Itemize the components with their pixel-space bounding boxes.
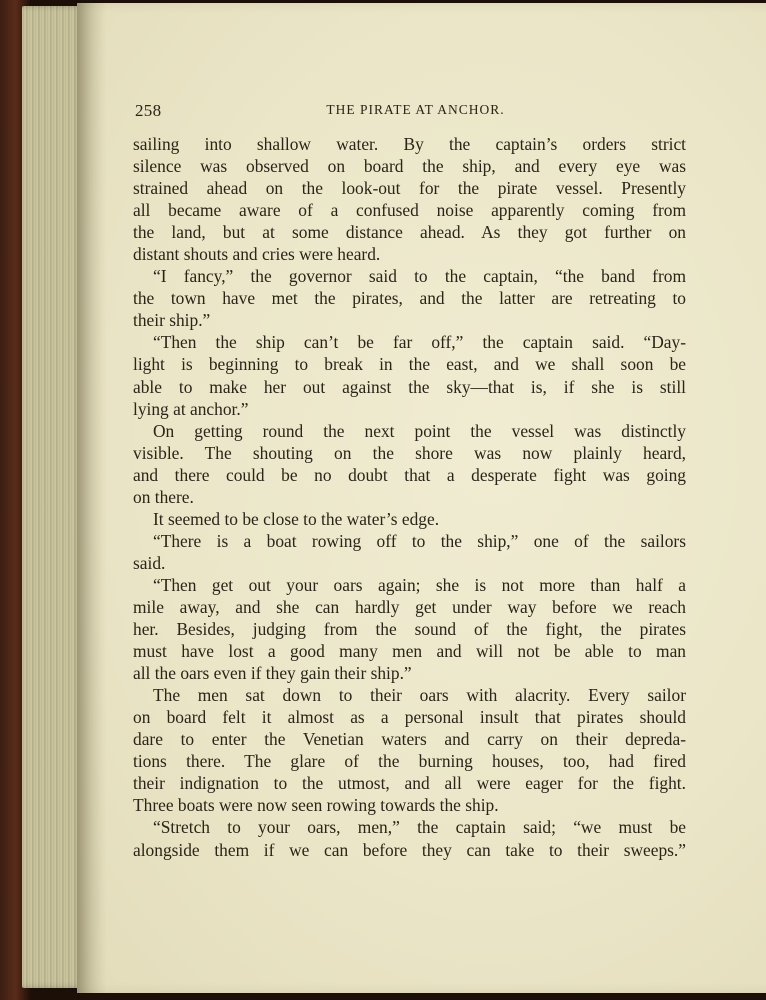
- body-text: [133, 133, 686, 861]
- text-line: “Stretch to your oars, men,” the captain said; “we must be: [153, 817, 686, 838]
- text-line: all the oars even if they gain their ship.”: [133, 663, 412, 684]
- gutter-shadow: [77, 3, 107, 993]
- text-line: and there could be no doubt that a desperate fight was going: [133, 464, 686, 485]
- text-line: The men sat down to their oars with alacrity. Every sailor: [153, 685, 686, 706]
- text-line: tions there. The glare of the burning houses, too, had fired: [133, 751, 686, 772]
- text-line: sailing into shallow water. By the captain’s orders strict: [133, 134, 686, 154]
- text-line: their indignation to the utmost, and all were eager for the fight.: [133, 773, 686, 794]
- text-line: mile away, and she can hardly get under way before we reach: [133, 596, 686, 617]
- running-title: THE PIRATE AT ANCHOR.: [326, 102, 505, 117]
- text-line: the land, but at some distance ahead. As they got further on: [133, 222, 686, 243]
- text-line: said.: [133, 552, 166, 573]
- text-line: silence was observed on board the ship, and every eye was: [133, 156, 686, 177]
- text-line: “There is a boat rowing off to the ship,” one of the sailors: [153, 530, 686, 551]
- text-line: their ship.”: [133, 310, 211, 331]
- text-line: alongside them if we can before they can take to their sweeps.”: [133, 839, 686, 860]
- page-header: [135, 101, 686, 123]
- text-line: dare to enter the Venetian waters and carry on their depreda-: [133, 729, 686, 750]
- text-line: visible. The shouting on the shore was now plainly heard,: [133, 442, 686, 463]
- text-line: her. Besides, judging from the sound of the fight, the pirates: [133, 619, 686, 640]
- text-line: “Then get out your oars again; she is not more than half a: [153, 574, 686, 595]
- text-line: on board felt it almost as a personal insult that pirates should: [133, 707, 686, 728]
- text-line: strained ahead on the look-out for the pirate vessel. Presently: [133, 178, 686, 199]
- text-line: all became aware of a confused noise apparently coming from: [133, 200, 686, 221]
- text-line: on there.: [133, 486, 194, 507]
- text-line: It seemed to be close to the water’s edge.: [153, 508, 440, 529]
- text-line: distant shouts and cries were heard.: [133, 244, 381, 265]
- text-line: must have lost a good many men and will not be able to man: [133, 641, 686, 662]
- text-line: able to make her out against the sky—that is, if she is still: [133, 376, 686, 397]
- text-line: “I fancy,” the governor said to the captain, “the band from: [153, 266, 686, 287]
- text-line: lying at anchor.”: [133, 398, 249, 419]
- text-line: On getting round the next point the vessel was distinctly: [153, 420, 686, 441]
- text-line: Three boats were now seen rowing towards the ship.: [133, 795, 499, 816]
- text-line: “Then the ship can’t be far off,” the captain said. “Day-: [153, 332, 686, 353]
- page-edges: [22, 6, 82, 988]
- text-line: light is beginning to break in the east, and we shall soon be: [133, 354, 686, 375]
- text-line: the town have met the pirates, and the latter are retreating to: [133, 288, 686, 309]
- page-number: 258: [135, 101, 162, 120]
